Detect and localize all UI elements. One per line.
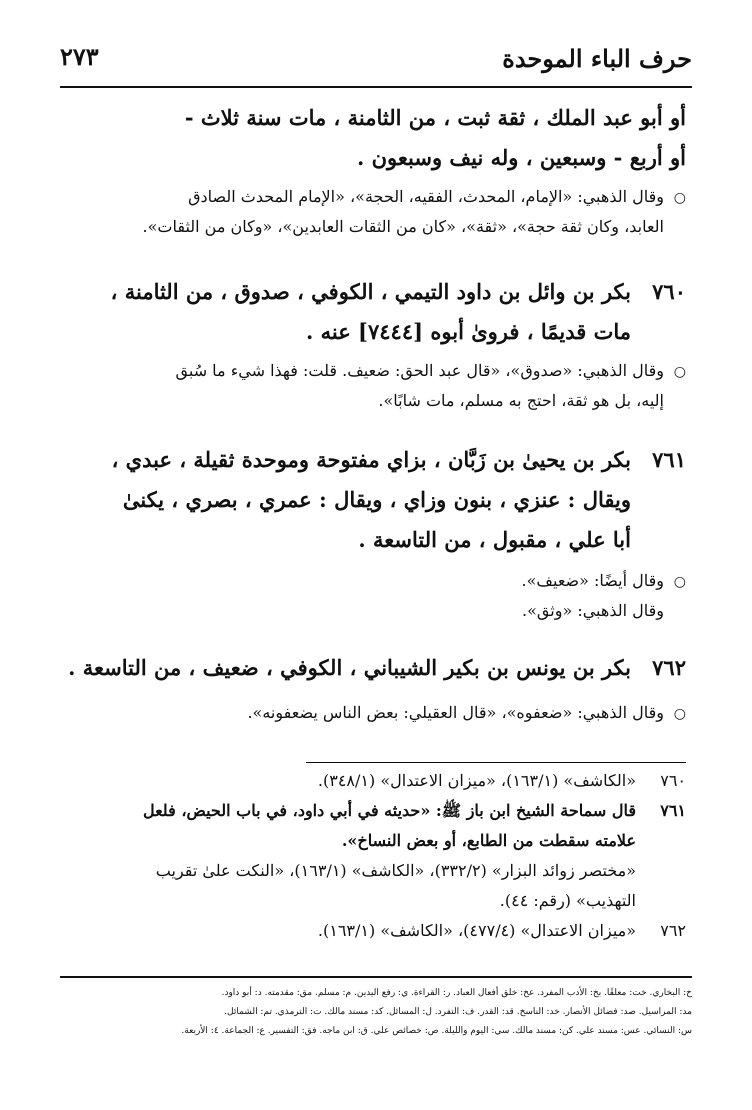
circle-bullet-icon: ○ <box>673 364 686 380</box>
entry-line: ٧٦٠بكر بن وائل بن داود التيمي ، الكوفي ، صدوق ، من الثامنة ، <box>66 272 686 312</box>
note-line: ○وقال الذهبي: «ضعفوه»، «قال العقيلي: بعض الناس يضعفونه». <box>66 698 686 728</box>
header-rule <box>60 86 692 88</box>
footnote-761: ٧٦١قال سماحة الشيخ ابن باز ﷺ: «حديثه في أبي داود، في باب الحيض، فلعل <box>66 796 686 826</box>
entry-760 <box>66 272 686 416</box>
footnote-760: ٧٦٠«الكاشف» (١٦٣/١)، «ميزان الاعتدال» (٣٤٨/١). <box>66 766 686 796</box>
note-line: ○وقال الذهبي: «الإمام، المحدث، الفقيه، الحجة»، «الإمام المحدث الصادق <box>66 182 686 212</box>
note-line: إليه، بل هو ثقة، احتج به مسلم، مات شابًا». <box>378 391 664 410</box>
page-number: ٢٧٣ <box>60 42 99 71</box>
footnote-rule <box>306 762 686 763</box>
footnotes <box>66 766 686 946</box>
entry-line: ويقال : عنزي ، بنون وزاي ، ويقال : عمري ، بصري ، يكنىٰ <box>122 487 631 512</box>
circle-bullet-icon: ○ <box>673 574 686 590</box>
note-line: ○وقال الذهبي: «صدوق»، «قال عبد الحق: ضعيف. قلت: فهذا شيء ما سُبق <box>66 356 686 386</box>
abbreviation-line: خ: البخاري. خت: معلقًا. بخ: الأدب المفرد. عخ: خلق أفعال العباد. ر: القراءة. ي: رفع اليدين. م: مسلم. مق: مقدمته. د: أبو داود. <box>221 988 692 998</box>
note-line: وقال الذهبي: «وثق». <box>522 601 664 620</box>
entry-number: ٧٦٢ <box>652 655 686 680</box>
entry-line: مات قديمًا ، فروىٰ أبوه [٧٤٤٤] عنه . <box>306 319 631 344</box>
entry-line: أو أربع - وسبعين ، وله نيف وسبعون . <box>357 145 686 170</box>
entry-number: ٧٦١ <box>652 447 686 472</box>
entry-continuation <box>66 98 686 242</box>
entry-line: ٧٦٢بكر بن يونس بن بكير الشيباني ، الكوفي ، ضعيف ، من التاسعة . <box>66 648 686 688</box>
abbreviations-rule <box>60 976 692 978</box>
entry-line: أو أبو عبد الملك ، ثقة ثبت ، من الثامنة ، مات سنة ثلاث - <box>184 105 686 130</box>
note-line: العابد، وكان ثقة حجة»، «ثقة»، «كان من الثقات العابدين»، «وكان من الثقات». <box>142 217 664 236</box>
circle-bullet-icon: ○ <box>673 190 686 206</box>
circle-bullet-icon: ○ <box>673 706 686 722</box>
note-line: ○وقال أيضًا: «ضعيف». <box>66 566 686 596</box>
page-header <box>60 40 692 90</box>
entry-line: أبا علي ، مقبول ، من التاسعة . <box>358 527 631 552</box>
entry-line: ٧٦١بكر بن يحيىٰ بن زَبَّان ، بزاي مفتوحة وموحدة ثقيلة ، عبدي ، <box>66 440 686 480</box>
footnote-line: التهذيب» (رقم: ٤٤). <box>499 891 636 910</box>
entry-762 <box>66 648 686 728</box>
chapter-title: حرف الباء الموحدة <box>502 44 692 73</box>
abbreviation-line: مد: المراسيل. صد: فضائل الأنصار. خد: الناسخ. قد: القدر. ف: التفرد. ل: المسائل. كد: مسند مالك. ت: الترمذي. تم: الشمائل. <box>224 1007 692 1017</box>
entry-761 <box>66 440 686 626</box>
footnote-number: ٧٦١ <box>660 801 686 820</box>
footnote-762: ٧٦٢«ميزان الاعتدال» (٤٧٧/٤)، «الكاشف» (١٦٣/١). <box>66 916 686 946</box>
footnote-number: ٧٦٠ <box>660 771 686 790</box>
footnote-number: ٧٦٢ <box>660 921 686 940</box>
abbreviation-line: س: النسائي. عس: مسند علي. كن: مسند مالك. سي: اليوم والليلة. ص: خصائص علي. ق: ابن ماجه. فق: التفسير. ع: الجماعة. ٤: الأربعة. <box>181 1026 692 1036</box>
footnote-line: علامته سقطت من الطابع، أو بعض النساخ». <box>341 831 636 850</box>
abbreviations-key <box>60 984 692 1041</box>
entry-number: ٧٦٠ <box>652 279 686 304</box>
footnote-line: «مختصر زوائد البزار» (٣٣٢/٢)، «الكاشف» (١٦٣/١)، «النكت علىٰ تقريب <box>155 861 636 880</box>
